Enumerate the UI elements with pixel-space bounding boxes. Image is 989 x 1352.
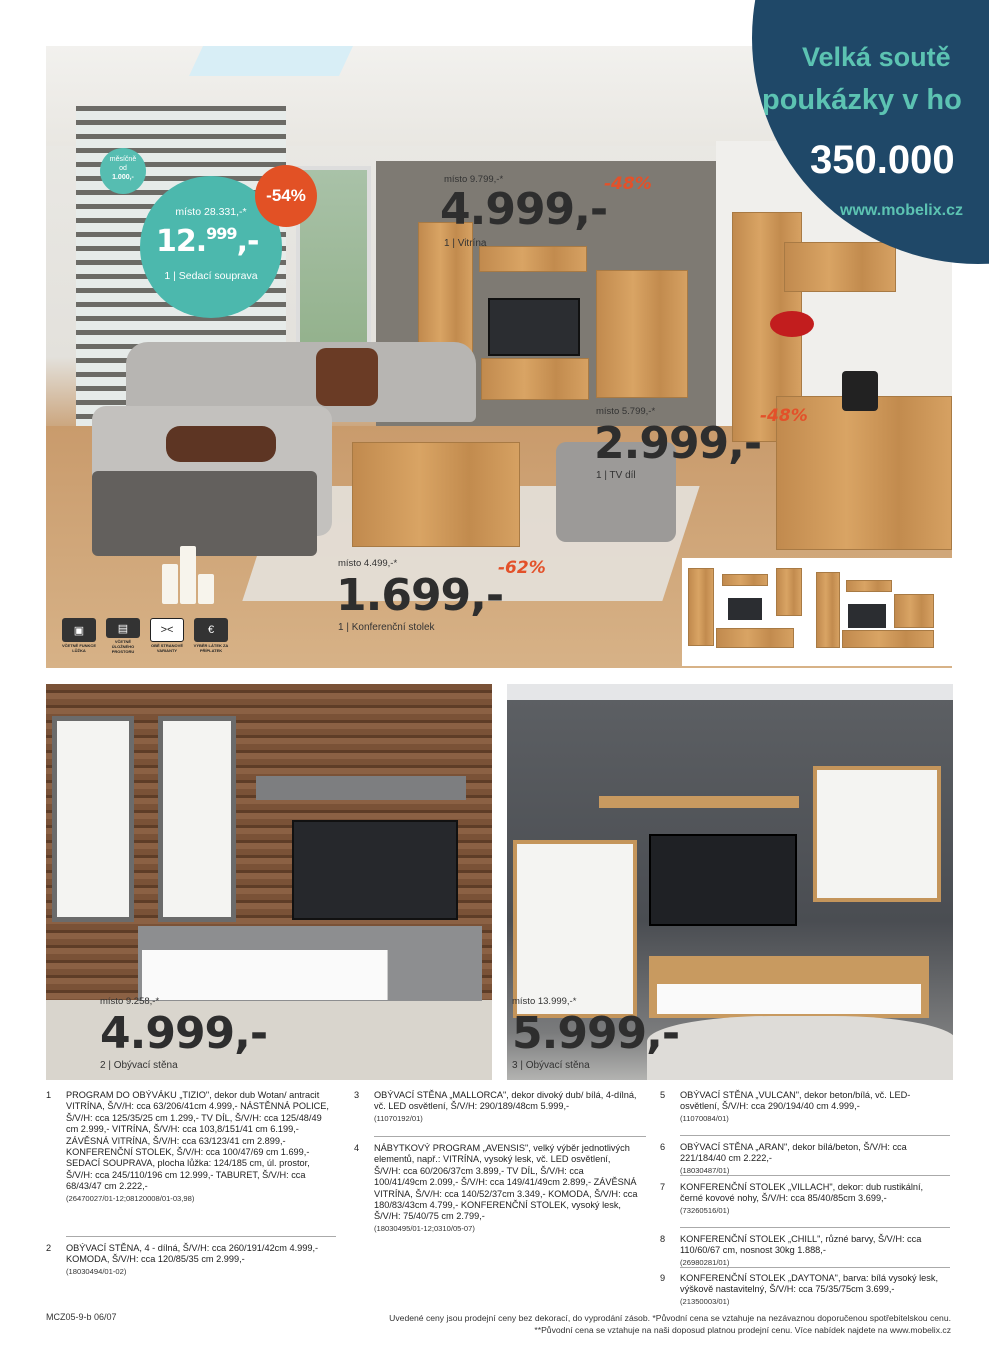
divider xyxy=(680,1267,950,1268)
offer-label: 1 | Konferenční stolek xyxy=(338,622,435,633)
item-code: (73260516/01) xyxy=(680,1205,730,1215)
item-text: OBÝVACÍ STĚNA „VULCAN", dekor beton/bílá, vč. LED-osvětlení, Š/V/H: cca 290/194/40 cm 4.999,- xyxy=(680,1090,911,1112)
monthly-amount: 1.000,- xyxy=(112,174,134,181)
item-3 xyxy=(354,1090,638,1124)
candles xyxy=(162,544,226,604)
item-code: (21350003/01) xyxy=(680,1296,730,1306)
tv-unit-front xyxy=(142,950,388,1000)
item-code: (18030487/01) xyxy=(680,1165,730,1175)
divider xyxy=(374,1136,646,1137)
tv-unit-front xyxy=(657,984,921,1014)
item-text: KONFERENČNÍ STOLEK „VILLACH", dekor: dub rustikální, černé kovové nohy, Š/V/H: cca 85/40/85cm 3.699,- xyxy=(680,1182,924,1204)
offer-price: 12.$^{999}$,- xyxy=(156,224,259,259)
bed-function-icon: ▣ VČETNĚ FUNKCE LŮŽKA xyxy=(60,618,98,654)
item-code: (11070084/01) xyxy=(680,1113,729,1123)
item-2 xyxy=(46,1243,330,1277)
item-text: OBÝVACÍ STĚNA, 4 - dílná, Š/V/H: cca 260/191/42cm 4.999,- KOMODA, Š/V/H: cca 120/85/35 cm 2.999,- xyxy=(66,1243,319,1265)
original-price: místo 5.799,-* xyxy=(596,406,656,417)
contest-subtitle: poukázky v ho xyxy=(762,84,962,116)
discount-label: -48% xyxy=(760,406,808,426)
monthly-line2: od xyxy=(119,165,127,172)
item-text: KONFERENČNÍ STOLEK „CHILL", různé barvy, Š/V/H: cca 110/60/67 cm, nosnost 30kg 1.888,- xyxy=(680,1234,922,1256)
item-4 xyxy=(354,1143,638,1234)
original-price: místo 13.999,-* xyxy=(512,996,577,1007)
item-text: KONFERENČNÍ STOLEK „DAYTONA", barva: bílá vysoký lesk, výškově nastavitelný, Š/V/H: cca 75/35/75cm 3.699,- xyxy=(680,1273,939,1295)
shelf-cabinet xyxy=(513,840,637,1018)
discount-label: -48% xyxy=(604,174,652,194)
offer-price: 5.999,- xyxy=(512,1008,680,1059)
item-text: OBÝVACÍ STĚNA „MALLORCA", dekor divoký dub/ bílá, 4-dílná, vč. LED osvětlení, Š/V/H: 290/189/48cm 5.999,- xyxy=(374,1090,637,1112)
offer-label: 2 | Obývací stěna xyxy=(100,1060,178,1071)
item-text: PROGRAM DO OBÝVÁKU „TIZIO", dekor dub Wotan/ antracit VITRÍNA, Š/V/H: cca 63/206/41cm 4.999,- NÁSTĚNNÁ POLICE, Š/V/H: cca 125/35/25 cm 1.299,- TV DÍL, Š/V/H: cca 125/48/49 cm 2.999,- VITRÍNA, Š/V/H: cca 103,8/151/41 cm 6.199,- ZÁVĚSNÁ VITRÍNA, Š/V/H: cca 63/123/41 cm 2.899,- KONFERENČNÍ STOLEK, Š/V/H: cca 100/47/69 cm 1.699,- SEDACÍ SOUPRAVA, plocha lůžka: 124/185 cm, úl. prostor, Š/V/H: cca 245/110/196 cm 12.999,- TABURET, Š/V/H: cca 68/43/47 cm 2.222,- xyxy=(66,1090,329,1192)
item-code: (26470027/01-12;08120008/01-03,98) xyxy=(66,1193,195,1203)
item-6 xyxy=(660,1142,944,1176)
vitrine xyxy=(158,716,236,922)
feature-icons xyxy=(60,618,230,654)
discount-label: -62% xyxy=(498,558,546,578)
item-number: 8 xyxy=(660,1234,666,1244)
item-text: NÁBYTKOVÝ PROGRAM „AVENSIS", velký výběr jednotlivých elementů, např.: VITRÍNA, vysoký lesk, vč. LED osvětlení, Š/V/H: cca 60/206/37cm 3.899,- TV DÍL, Š/V/H: cca 100/41/49cm 2.099,- Š/V/H: cca 149/41/49cm 2.899,- ZÁVĚSNÁ VITRÍNA, Š/V/H: cca 140/52/37cm 3.349,- KOMODA, Š/V/H: cca 180/83/43cm 4.799,- KONFERENČNÍ STOLEK, vysoký lesk, Š/V/H: 75/40/75 cm 2.799,- xyxy=(374,1143,638,1222)
item-number: 6 xyxy=(660,1142,666,1152)
footer-note-2: **Původní cena se vztahuje na naši doposud platnou prodejní cenu. Více nabídek najdete na www.mobelix.cz xyxy=(534,1325,951,1335)
item-code: (18030494/01-02) xyxy=(66,1266,127,1276)
hanging-shelf xyxy=(784,242,896,292)
cabinet xyxy=(596,270,688,398)
item-1 xyxy=(46,1090,330,1204)
item-text: OBÝVACÍ STĚNA „ARAN", dekor bílá/beton, Š/V/H: cca 221/184/40 cm 2.222,- xyxy=(680,1142,907,1164)
item-number: 4 xyxy=(354,1143,360,1153)
contest-amount: 350.000 xyxy=(810,138,955,182)
item-number: 2 xyxy=(46,1243,52,1253)
item-5 xyxy=(660,1090,944,1124)
offer-price: 4.999,- xyxy=(440,184,608,235)
original-price: místo 28.331,-* xyxy=(175,206,247,218)
item-number: 1 xyxy=(46,1090,52,1100)
red-roses xyxy=(770,311,814,337)
offer-label: 3 | Obývací stěna xyxy=(512,1060,590,1071)
catalog-code: MCZ05-9-b 06/07 xyxy=(46,1312,117,1322)
item-number: 3 xyxy=(354,1090,360,1100)
divider xyxy=(680,1227,950,1228)
skylight xyxy=(189,46,353,76)
offer-label: 1 | Vitrína xyxy=(444,238,487,249)
offer-price: 4.999,- xyxy=(100,1008,268,1059)
offer-label: 1 | Sedací souprava xyxy=(164,270,258,282)
television xyxy=(488,298,580,356)
coffee-table xyxy=(352,442,520,547)
original-price: místo 4.499,-* xyxy=(338,558,398,569)
wall-shelf xyxy=(479,246,587,272)
item-code: (26980281/01) xyxy=(680,1257,730,1267)
footer-note-1: Uvedené ceny jsou prodejní ceny bez dekorací, do vyprodání zásob. *Původní cena se vztahuje na nezávaznou doporučenou spotřebitelskou cenu. xyxy=(389,1313,951,1323)
storage-icon: ▤ VČETNĚ ÚLOŽNÉHO PROSTORU xyxy=(104,618,142,654)
item-9 xyxy=(660,1273,944,1307)
rug xyxy=(647,1016,953,1080)
item-number: 7 xyxy=(660,1182,666,1192)
offer-price: 2.999,- xyxy=(594,418,762,469)
item-number: 9 xyxy=(660,1273,666,1283)
television xyxy=(292,820,458,920)
item-code: (11070192/01) xyxy=(374,1113,423,1123)
offer-price: 1.699,- xyxy=(336,570,504,621)
hanging-vitrine xyxy=(813,766,941,902)
wall-shelf xyxy=(599,796,799,808)
item-8 xyxy=(660,1234,944,1268)
item-7 xyxy=(660,1182,944,1216)
contest-url[interactable]: www.mobelix.cz xyxy=(840,202,963,219)
offer-label: 1 | TV díl xyxy=(596,470,636,481)
wall-shelf xyxy=(256,776,466,800)
both-sides-icon: >< OBĚ STRANOVÉ VARIANTY xyxy=(148,618,186,654)
tv-unit xyxy=(481,358,589,400)
fabric-choice-icon: € VÝBĚR LÁTEK ZA PŘÍPLATEK xyxy=(192,618,230,654)
footer-note xyxy=(271,1312,951,1336)
original-price: místo 9.258,-* xyxy=(100,996,160,1007)
variant-thumbnail xyxy=(682,558,952,666)
original-price: místo 9.799,-* xyxy=(444,174,504,185)
fur-cushion xyxy=(166,426,276,462)
wall-cabinet xyxy=(52,716,134,922)
item-code: (18030495/01-12;0310/05-07) xyxy=(374,1223,475,1233)
divider xyxy=(680,1175,950,1176)
stereo xyxy=(842,371,878,411)
divider xyxy=(680,1135,950,1136)
divider xyxy=(66,1236,336,1237)
item-number: 5 xyxy=(660,1090,666,1100)
contest-title: Velká soutě xyxy=(802,42,951,72)
television xyxy=(649,834,797,926)
monthly-badge xyxy=(100,148,146,194)
discount-badge: -54% xyxy=(255,165,317,227)
monthly-line1: měsíčně xyxy=(109,156,137,163)
fur-pillow xyxy=(316,348,378,406)
